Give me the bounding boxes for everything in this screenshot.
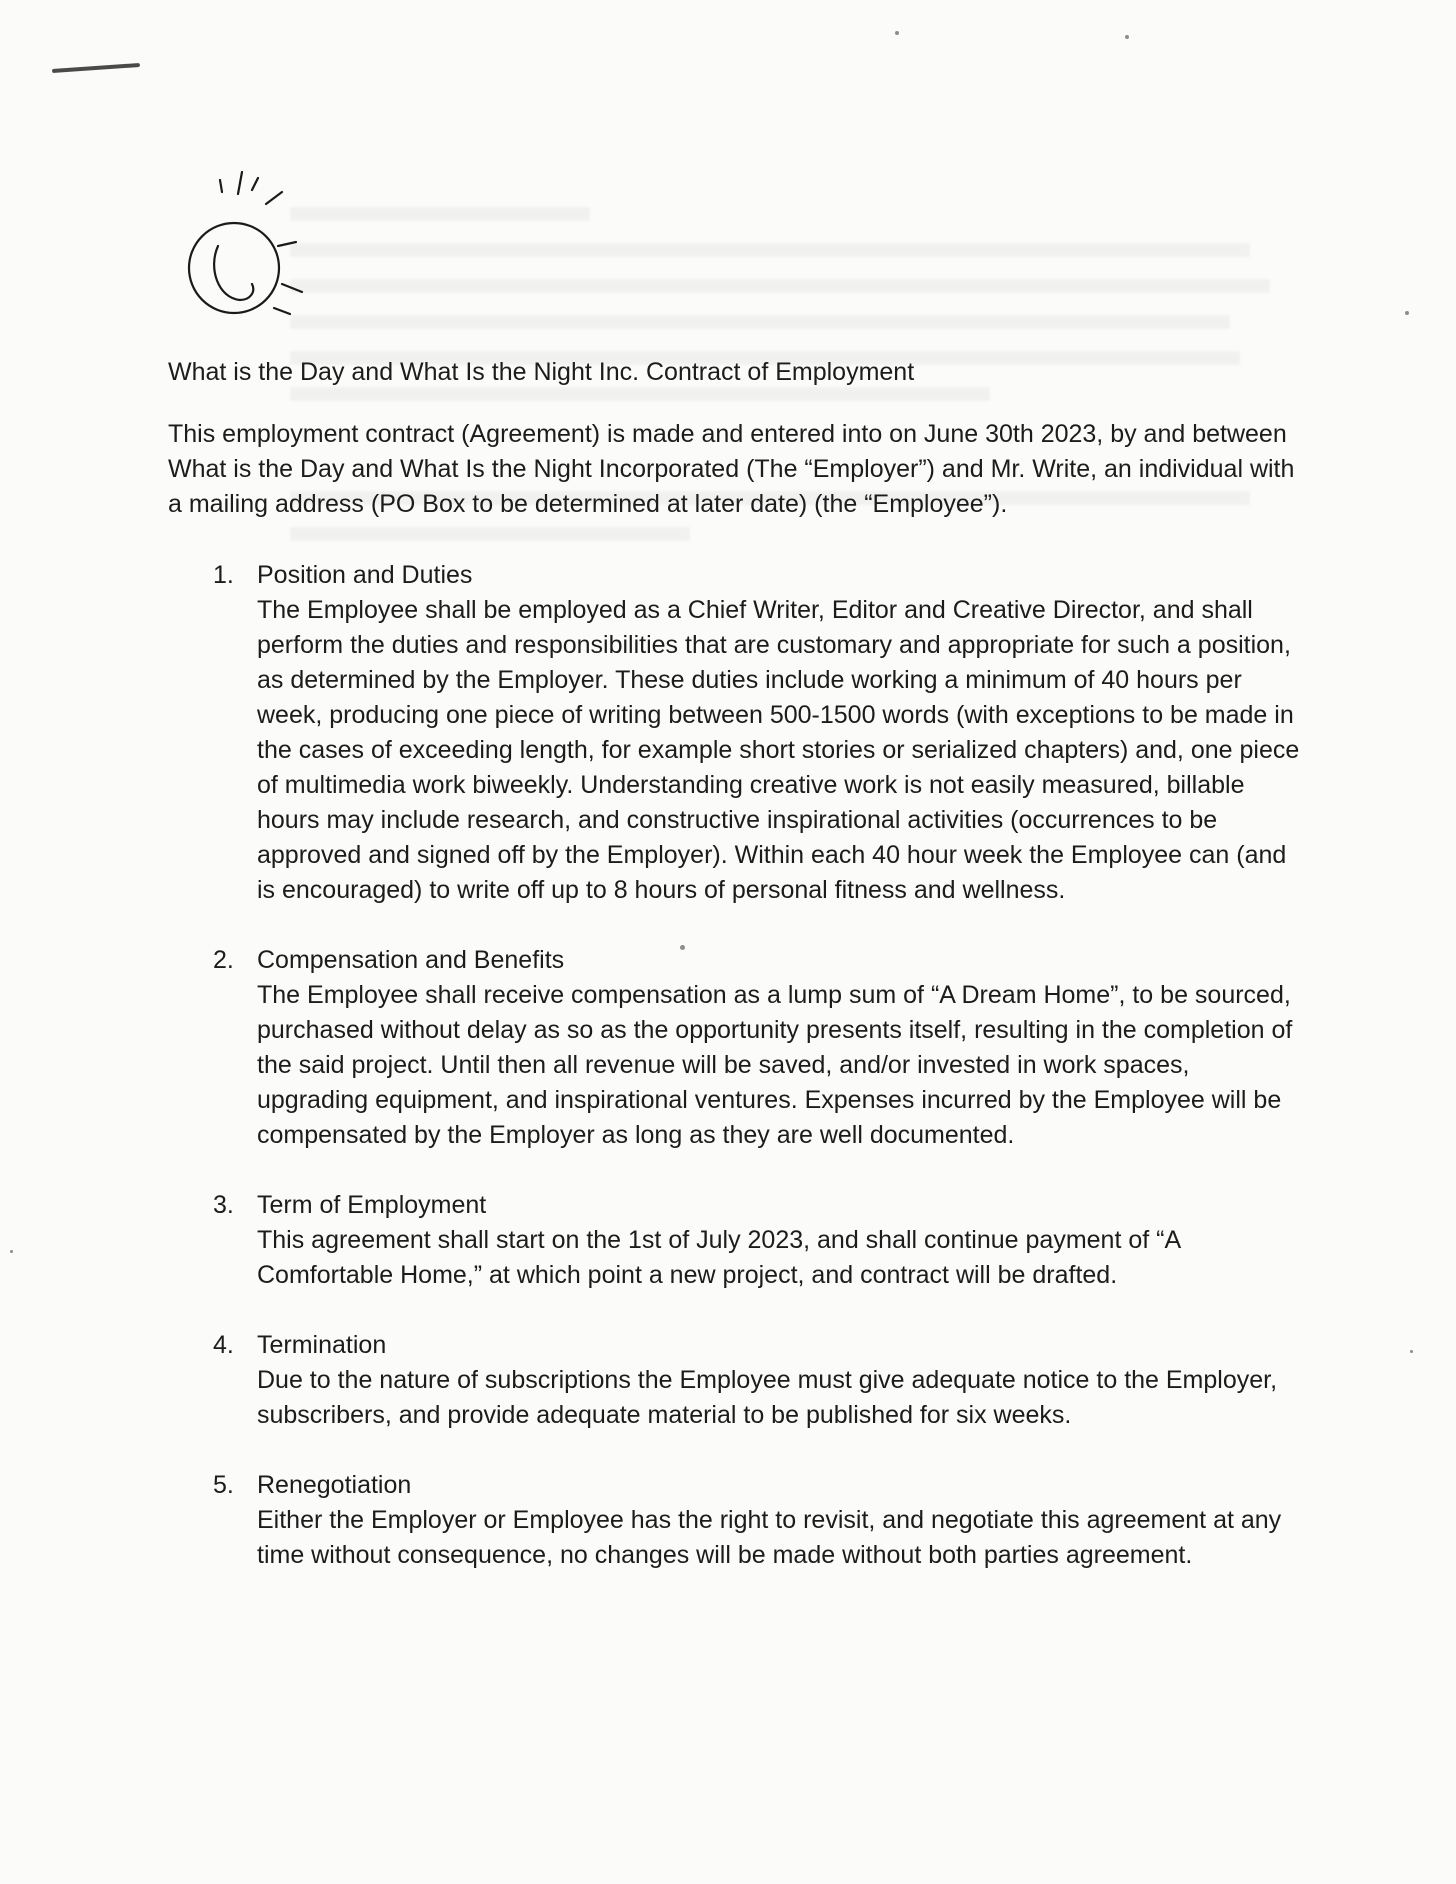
- page-title: What is the Day and What Is the Night Inc. Contract of Employment: [168, 358, 915, 386]
- scan-speck: [10, 1250, 13, 1253]
- section-item: [168, 558, 1318, 908]
- scan-speck: [895, 31, 899, 35]
- scan-speck: [1405, 311, 1409, 315]
- section-title: Compensation and Benefits: [257, 946, 565, 974]
- intro-paragraph: This employment contract (Agreement) is made and entered into on June 30th 2023, by and between What is the Day and What Is the Night Incorporated (The “Employer”) and Mr. Write, an individual with a mailing address (PO Box to be determined at later date) (the “Employee”).: [168, 420, 1295, 518]
- section-title: Position and Duties: [257, 561, 473, 589]
- section-item: [168, 1188, 1318, 1293]
- section-number: 5.: [213, 1471, 234, 1499]
- section-list: [168, 558, 1318, 1573]
- section-number: 2.: [213, 946, 234, 974]
- section-body: The Employee shall be employed as a Chief Writer, Editor and Creative Director, and shall perform the duties and responsibilities that are customary and appropriate for such a position, as determined by the Employer. These duties include working a minimum of 40 hours per week, producing one piece of writing between 500-1500 words (with exceptions to be made in the cases of exceeding length, for example short stories or serialized chapters) and, one piece of multimedia work biweekly. Understanding creative work is not easily measured, billable hours may include research, and constructive inspirational activities (occurrences to be approved and signed off by the Employer). Within each 40 hour week the Employee can (and is encouraged) to write off up to 8 hours of personal fitness and wellness.: [257, 596, 1300, 904]
- section-title: Renegotiation: [257, 1471, 412, 1499]
- scan-speck: [1125, 35, 1129, 39]
- section-body: The Employee shall receive compensation as a lump sum of “A Dream Home”, to be sourced, purchased without delay as so as the opportunity presents itself, resulting in the completion of the said project. Until then all revenue will be saved, and/or invested in work spaces, upgrading equipment, and inspirational ventures. Expenses incurred by the Employee will be compensated by the Employer as long as they are well documented.: [257, 981, 1293, 1149]
- section-item: [168, 1328, 1318, 1433]
- section-item: [168, 1468, 1318, 1573]
- sun-doodle-icon: [178, 168, 338, 328]
- section-title: Termination: [257, 1331, 387, 1359]
- section-number: 1.: [213, 561, 234, 589]
- section-number: 3.: [213, 1191, 234, 1219]
- contract-document: [168, 355, 1318, 1608]
- section-item: [168, 943, 1318, 1153]
- section-body: Due to the nature of subscriptions the Employee must give adequate notice to the Employer, subscribers, and provide adequate material to be published for six weeks.: [257, 1366, 1278, 1429]
- section-body: This agreement shall start on the 1st of July 2023, and shall continue payment of “A Comfortable Home,” at which point a new project, and contract will be drafted.: [257, 1226, 1180, 1289]
- section-body: Either the Employer or Employee has the right to revisit, and negotiate this agreement at any time without consequence, no changes will be made without both parties agreement.: [257, 1506, 1282, 1569]
- scan-speck: [680, 945, 685, 950]
- scan-speck: [1410, 1350, 1413, 1353]
- section-title: Term of Employment: [257, 1191, 487, 1219]
- scan-pen-mark: [52, 63, 140, 73]
- section-number: 4.: [213, 1331, 234, 1359]
